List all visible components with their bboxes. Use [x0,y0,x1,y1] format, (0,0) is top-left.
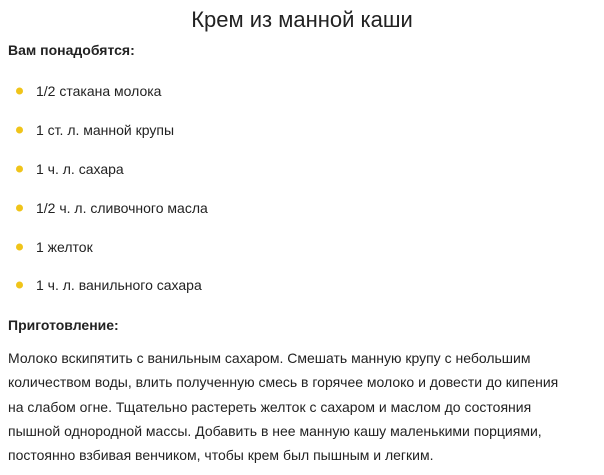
ingredient-item [0,111,604,150]
preparation-line: постоянно взбивая венчиком, чтобы крем был пышным и легким. [8,447,434,464]
bullet-dot-icon [16,204,23,211]
ingredient-text: 1 ст. л. манной крупы [36,122,175,139]
preparation-line: количеством воды, влить полученную смесь в горячее молоко и довести до кипения [8,374,559,391]
ingredient-item [0,188,604,227]
ingredient-item [0,72,604,111]
ingredient-item [0,266,604,305]
recipe-title: Крем из манной каши [191,7,413,32]
ingredient-item [0,150,604,189]
bullet-dot-icon [16,127,23,134]
ingredient-text: 1 ч. л. ванильного сахара [36,277,202,294]
ingredients-heading: Вам понадобятся: [8,42,135,58]
ingredient-list [0,72,604,305]
bullet-dot-icon [16,243,23,250]
preparation-line: Молоко вскипятить с ванильным сахаром. Смешать манную крупу с небольшим [8,350,531,366]
bullet-dot-icon [16,88,23,95]
ingredient-text: 1/2 стакана молока [36,83,162,100]
ingredient-text: 1/2 ч. л. сливочного масла [36,199,208,216]
ingredient-text: 1 ч. л. сахара [36,160,124,177]
preparation-line: на слабом огне. Тщательно растереть желток с сахаром и маслом до состояния [8,398,532,415]
bullet-dot-icon [16,165,23,172]
ingredient-text: 1 желток [36,238,93,255]
preparation-text [8,346,598,467]
preparation-line: пышной однородной массы. Добавить в нее манную кашу маленькими порциями, [8,422,542,439]
preparation-heading: Приготовление: [8,317,119,333]
bullet-dot-icon [16,282,23,289]
ingredient-item [0,227,604,266]
